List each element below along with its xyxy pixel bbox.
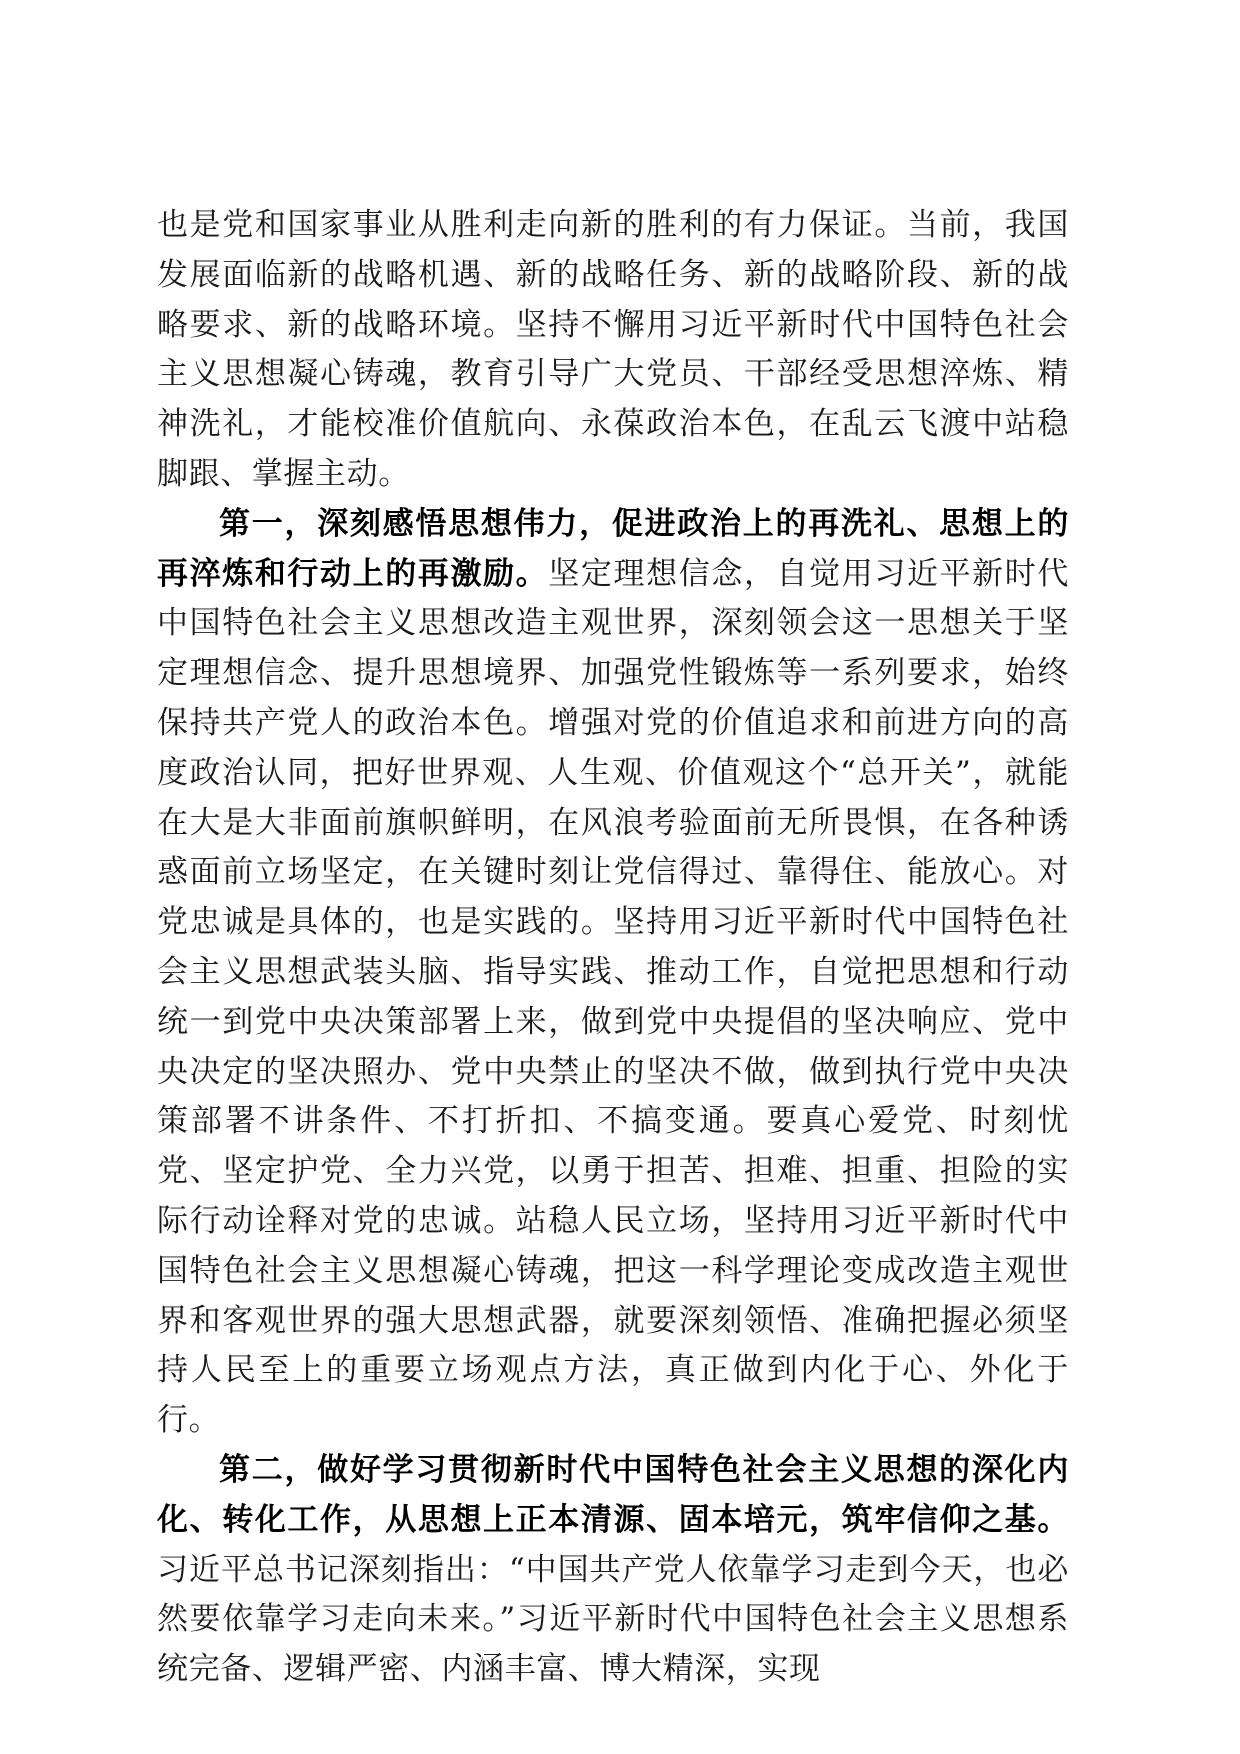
document-page: [157, 201, 1069, 1695]
paragraph-point-two: [157, 1446, 1069, 1695]
paragraph-lead-heading: 第二，做好学习贯彻新时代中国特色社会主义思想的深化内化、转化工作，从思想上正本清源、固本培元，筑牢信仰之基。: [157, 1451, 1069, 1538]
paragraph-body: 坚定理想信念，自觉用习近平新时代中国特色社会主义思想改造主观世界，深刻领会这一思想关于坚定理想信念、提升思想境界、加强党性锻炼等一系列要求，始终保持共产党人的政治本色。增强对党的价值追求和前进方向的高度政治认同，把好世界观、人生观、价值观这个“总开关”，就能在大是大非面前旗帜鲜明，在风浪考验面前无所畏惧，在各种诱惑面前立场坚定，在关键时刻让党信得过、靠得住、能放心。对党忠诚是具体的，也是实践的。坚持用习近平新时代中国特色社会主义思想武装头脑、指导实践、推动工作，自觉把思想和行动统一到党中央决策部署上来，做到党中央提倡的坚决响应、党中央决定的坚决照办、党中央禁止的坚决不做，做到执行党中央决策部署不讲条件、不打折扣、不搞变通。要真心爱党、时刻忧党、坚定护党、全力兴党，以勇于担苦、担难、担重、担险的实际行动诠释对党的忠诚。站稳人民立场，坚持用习近平新时代中国特色社会主义思想凝心铸魂，把这一科学理论变成改造主观世界和客观世界的强大思想武器，就要深刻领悟、准确把握必须坚持人民至上的重要立场观点方法，真正做到内化于心、外化于行。: [157, 555, 1069, 1439]
paragraph-lead-heading: 第一，深刻感悟思想伟力，促进政治上的再洗礼、思想上的再淬炼和行动上的再激励。: [157, 505, 1069, 592]
paragraph-body: 也是党和国家事业从胜利走向新的胜利的有力保证。当前，我国发展面临新的战略机遇、新的战略任务、新的战略阶段、新的战略要求、新的战略环境。坚持不懈用习近平新时代中国特色社会主义思想凝心铸魂，教育引导广大党员、干部经受思想淬炼、精神洗礼，才能校准价值航向、永葆政治本色，在乱云飞渡中站稳脚跟、掌握主动。: [157, 207, 1069, 492]
paragraph-intro-continuation: [157, 201, 1069, 500]
paragraph-body: 习近平总书记深刻指出：“中国共产党人依靠学习走到今天，也必然要依靠学习走向未来。”习近平新时代中国特色社会主义思想系统完备、逻辑严密、内涵丰富、博大精深，实现: [157, 1551, 1069, 1688]
paragraph-point-one: [157, 500, 1069, 1446]
